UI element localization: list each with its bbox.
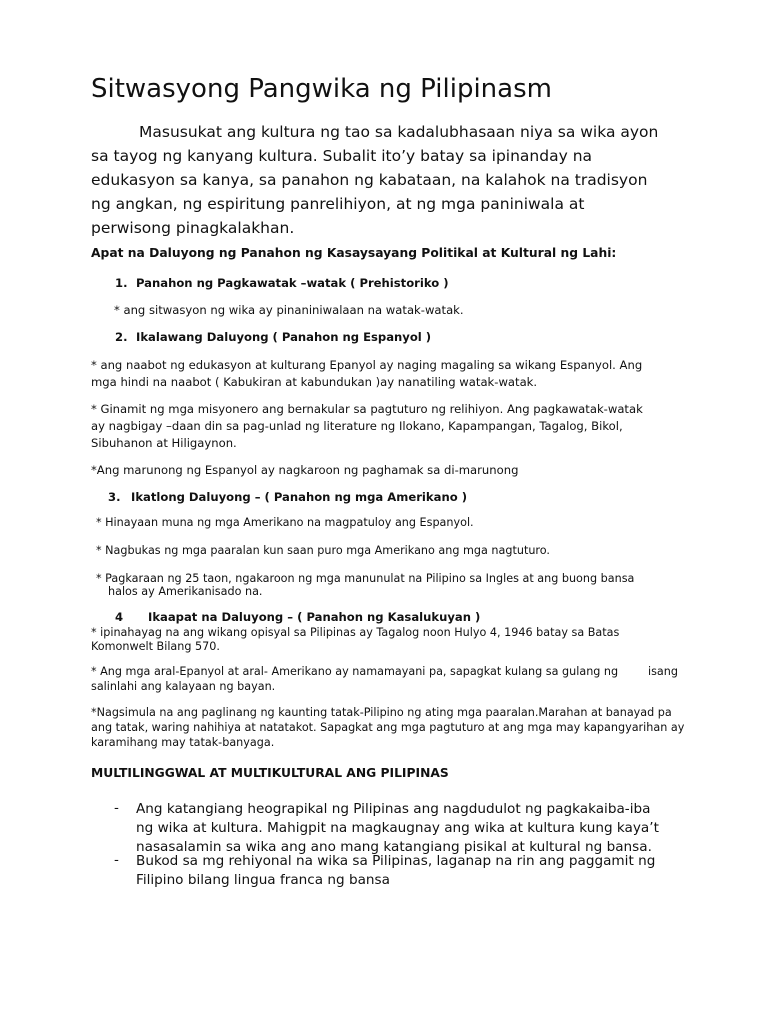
intro-line: edukasyon sa kanya, sa panahon ng kabataan, na kalahok na tradisyon <box>91 171 648 189</box>
bullet-item <box>136 800 659 857</box>
page-title: Sitwasyong Pangwika ng Pilipinasm <box>91 74 552 104</box>
bullet-line: ng wika at kultura. Mahigpit na magkaugnay ang wika at kultura kung kaya’t <box>136 820 659 836</box>
era-note: Sibuhanon at Hiligaynon. <box>91 436 237 450</box>
intro-line: ng angkan, ng espiritung panrelihiyon, at ng mga paniniwala at <box>91 195 585 213</box>
era-note: isang <box>648 665 678 678</box>
section-heading: MULTILINGGWAL AT MULTIKULTURAL ANG PILIPINAS <box>91 766 449 780</box>
era-note: mga hindi na naabot ( Kabukiran at kabundukan )ay nanatiling watak-watak. <box>91 375 538 389</box>
era-note: * Ginamit ng mga misyonero ang bernakular sa pagtuturo ng relihiyon. Ang pagkawatak-watak <box>91 402 643 416</box>
bullet-item <box>136 852 655 890</box>
era-note: * Ang mga aral-Epanyol at aral- Amerikano ay namamayani pa, sapagkat kulang sa gulang ng <box>91 665 619 678</box>
section-heading: Apat na Daluyong ng Panahon ng Kasaysayang Politikal at Kultural ng Lahi: <box>91 246 617 260</box>
era-number: 3. <box>108 490 121 504</box>
era-note: salinlahi ang kalayaan ng bayan. <box>91 680 276 693</box>
era-note: * ipinahayag na ang wikang opisyal sa Pilipinas ay Tagalog noon Hulyo 4, 1946 batay sa Batas <box>91 626 620 639</box>
era-note: ay nagbigay –daan din sa pag-unlad ng literature ng Ilokano, Kapampangan, Tagalog, Bikol, <box>91 419 623 433</box>
era-number: 2. <box>115 330 128 344</box>
intro-line: perwisong pinagkalakhan. <box>91 219 295 237</box>
era-note: * Hinayaan muna ng mga Amerikano na magpatuloy ang Espanyol. <box>96 516 474 529</box>
bullet-dash: - <box>114 800 119 816</box>
era-heading: Ikatlong Daluyong – ( Panahon ng mga Amerikano ) <box>131 490 467 504</box>
era-note: * ang naabot ng edukasyon at kulturang Epanyol ay naging magaling sa wikang Espanyol. Ang <box>91 358 643 372</box>
intro-line: Masusukat ang kultura ng tao sa kadalubhasaan niya sa wika ayon <box>139 123 659 141</box>
intro-paragraph <box>91 120 691 240</box>
bullet-line: Filipino bilang lingua franca ng bansa <box>136 872 390 888</box>
intro-line: sa tayog ng kanyang kultura. Subalit ito’y batay sa ipinanday na <box>91 147 593 165</box>
era-heading: Ikaapat na Daluyong – ( Panahon ng Kasalukuyan ) <box>148 610 481 624</box>
bullet-line: Bukod sa mg rehiyonal na wika sa Pilipinas, laganap na rin ang paggamit ng <box>136 853 656 869</box>
era-note: * ang sitwasyon ng wika ay pinaniniwalaan na watak-watak. <box>114 303 464 317</box>
era-number: 4 <box>115 610 124 624</box>
era-note: *Ang marunong ng Espanyol ay nagkaroon ng paghamak sa di-marunong <box>91 463 519 477</box>
era-heading: Panahon ng Pagkawatak –watak ( Prehistoriko ) <box>136 276 449 290</box>
era-note: * Pagkaraan ng 25 taon, ngakaroon ng mga manunulat na Pilipino sa Ingles at ang buong bansa <box>96 572 635 585</box>
era-note: Komonwelt Bilang 570. <box>91 640 220 653</box>
era-heading: Ikalawang Daluyong ( Panahon ng Espanyol ) <box>136 330 432 344</box>
era-note: karamihang may tatak-banyaga. <box>91 736 275 749</box>
era-number: 1. <box>115 276 128 290</box>
era-note: ang tatak, waring nahihiya at natatakot. Sapagkat ang mga pagtuturo at ang mga may kapangyarihan ay <box>91 721 685 734</box>
era-note: * Nagbukas ng mga paaralan kun saan puro mga Amerikano ang mga nagtuturo. <box>96 544 550 557</box>
bullet-dash: - <box>114 852 119 868</box>
era-note: *Nagsimula na ang paglinang ng kaunting tatak-Pilipino ng ating mga paaralan.Marahan at banayad pa <box>91 706 672 719</box>
era-note: halos ay Amerikanisado na. <box>108 585 263 598</box>
bullet-line: nasasalamin sa wika ang ano mang katangiang pisikal at kultural ng bansa. <box>136 839 652 855</box>
bullet-line: Ang katangiang heograpikal ng Pilipinas ang nagdudulot ng pagkakaiba-iba <box>136 801 651 817</box>
